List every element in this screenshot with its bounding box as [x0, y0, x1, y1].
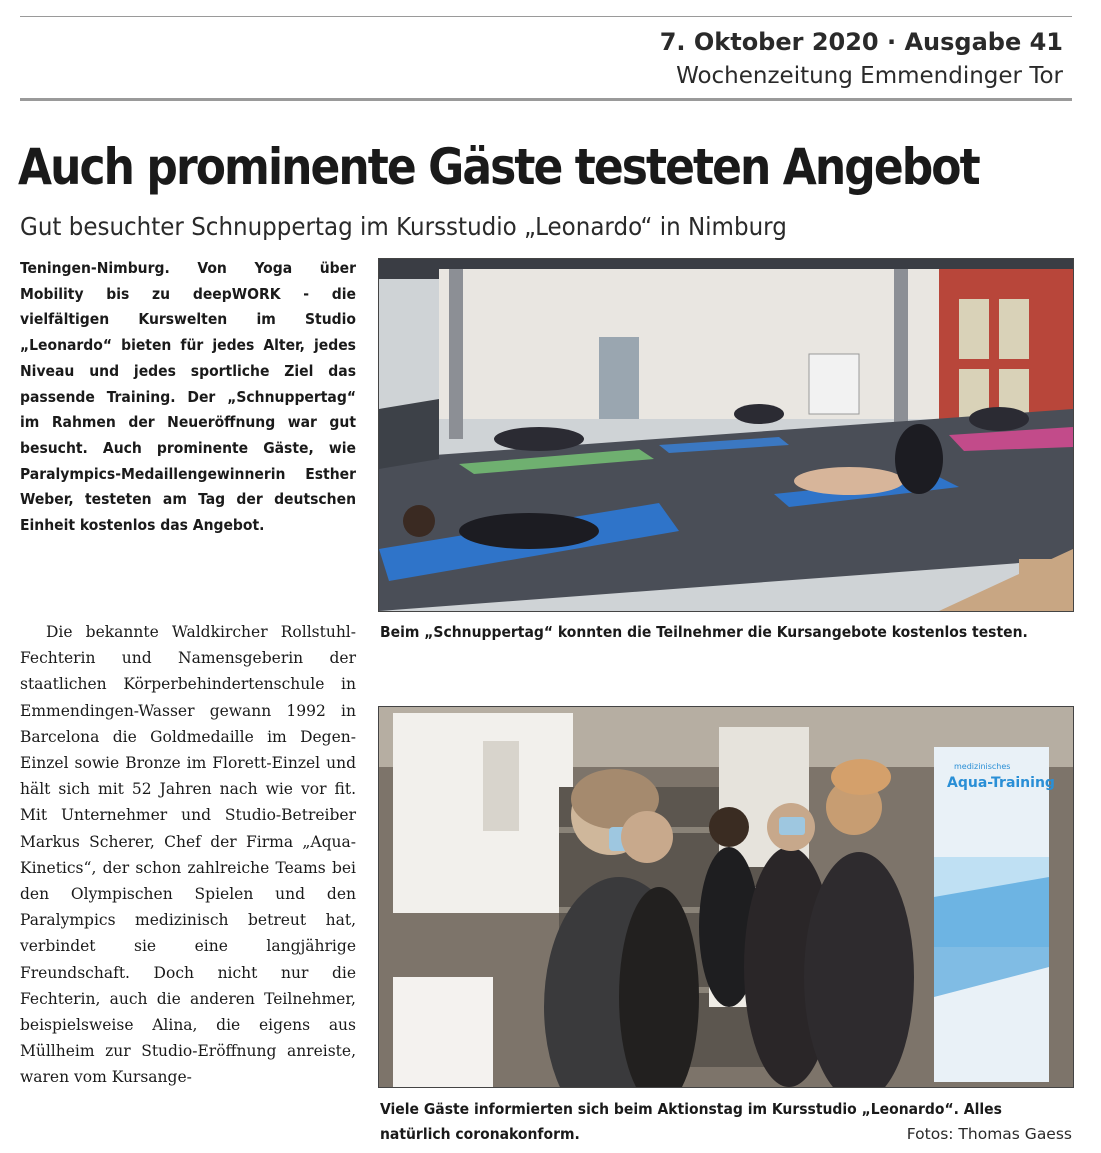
top-rule	[20, 16, 1072, 17]
article-headline: Auch prominente Gäste testeten Angebot	[18, 138, 979, 196]
photo-fitness-class	[378, 258, 1074, 612]
lead-text: Teningen-Nimburg. Von Yoga über Mobility bis zu deepWORK - die vielfältigen Kurswelten im Studio „Leonardo“ bieten für jedes Alter, jedes Niveau und jedes sportliche Ziel das passende Training. Der „Schnuppertag“ im Rahmen der Neueröffnung war gut besucht. Auch prominente Gäste, wie Paralympics-Medaillengewinnerin Esther Weber, testeten am Tag der deutschen Einheit kostenlos das Angebot.	[20, 259, 356, 535]
guests-illustration	[379, 707, 1073, 1087]
issue-date-line: 7. Oktober 2020 · Ausgabe 41	[659, 28, 1063, 56]
photo-credit: Fotos: Thomas Gaess	[906, 1125, 1072, 1143]
photo-guests-info	[378, 706, 1074, 1088]
newspaper-name: Wochenzeitung Emmendinger Tor	[676, 63, 1063, 89]
banner-small-text: medizinisches	[954, 762, 1011, 771]
fitness-class-illustration	[379, 259, 1073, 611]
body-text: Die bekannte Waldkircher Rollstuhl-Fechterin und Namensgeberin der staatlichen Körperbehindertenschule in Emmendingen-Wasser gewann 1992 in Barcelona die Goldmedaille im Degen-Einzel sowie Bronze im Florett-Einzel und hält sich mit 52 Jahren nach wie vor fit. Mit Unternehmer und Studio-Betreiber Markus Scherer, Chef der Firma „Aqua-Kinetics“, der schon zahlreiche Teams bei den Olympischen Spielen und den Paralympics medizinisch betreut hat, verbindet sie eine langjährige Freundschaft. Doch nicht nur die Fechterin, auch die anderen Teilnehmer, beispielsweise Alina, die eigens aus Müllheim zur Studio-Eröffnung anreiste, waren vom Kursange-	[20, 623, 356, 1087]
photo-caption-fitness-class: Beim „Schnuppertag“ konnten die Teilnehmer die Kursangebote kostenlos testen.	[380, 623, 1028, 641]
photo-caption-guests: Viele Gäste informierten sich beim Aktionstag im Kursstudio „Leonardo“. Alles natürlich coronakonform.	[380, 1100, 1002, 1143]
masthead-rule	[20, 98, 1072, 101]
article-lead-paragraph	[20, 256, 356, 539]
article-subheadline: Gut besuchter Schnuppertag im Kursstudio „Leonardo“ in Nimburg	[20, 212, 787, 241]
article-body-column	[20, 619, 356, 1091]
banner-brand-text: Aqua-Training	[947, 775, 1055, 791]
